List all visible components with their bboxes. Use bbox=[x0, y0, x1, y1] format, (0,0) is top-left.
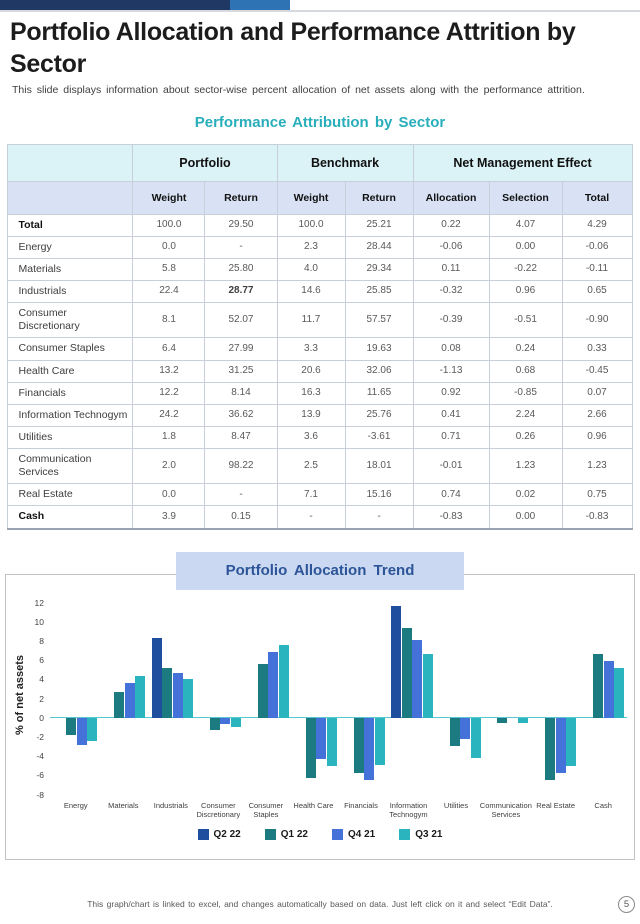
legend-item bbox=[198, 829, 241, 840]
cell-value: -0.39 bbox=[413, 303, 489, 338]
bar-group bbox=[100, 603, 148, 796]
bar-group bbox=[244, 603, 292, 796]
table-group-header-row bbox=[8, 144, 632, 181]
top-divider-rule bbox=[0, 10, 640, 12]
y-axis-label: % of net assets bbox=[14, 654, 26, 735]
chart-title-box bbox=[176, 552, 464, 590]
cell-value: 0.71 bbox=[413, 426, 489, 448]
bar-q3-21 bbox=[327, 718, 337, 766]
bar-q1-22 bbox=[210, 718, 220, 730]
cell-value: 8.47 bbox=[205, 426, 277, 448]
row-label: Financials bbox=[8, 382, 133, 404]
chart-legend bbox=[6, 829, 634, 840]
x-axis-category-label: Financials bbox=[344, 800, 378, 810]
table-sub-header-row bbox=[8, 181, 632, 214]
cell-value: -3.61 bbox=[345, 426, 413, 448]
cell-value: 2.24 bbox=[489, 404, 562, 426]
legend-swatch-icon bbox=[332, 829, 343, 840]
chart-plot bbox=[34, 597, 627, 800]
row-label: Energy bbox=[8, 236, 133, 258]
bar-group bbox=[148, 603, 196, 796]
cell-value: 25.21 bbox=[345, 214, 413, 236]
cell-value: - bbox=[345, 506, 413, 529]
cell-value: 28.77 bbox=[205, 281, 277, 303]
bar-group bbox=[435, 603, 483, 796]
chart-title: Portfolio Allocation Trend bbox=[225, 562, 415, 580]
cell-value: -0.83 bbox=[413, 506, 489, 529]
column-header: Weight bbox=[133, 181, 205, 214]
bar-q3-21 bbox=[279, 645, 289, 718]
x-axis-category-label: Real Estate bbox=[536, 800, 576, 810]
legend-item bbox=[265, 829, 308, 840]
y-axis-tick: -8 bbox=[36, 789, 44, 800]
x-axis-category-label: Communication Services bbox=[479, 800, 532, 820]
y-axis-tick: 0 bbox=[39, 712, 44, 723]
bar-q4-21 bbox=[268, 652, 278, 718]
row-label: Health Care bbox=[8, 360, 133, 382]
cell-value: 29.34 bbox=[345, 258, 413, 280]
cell-value: -0.06 bbox=[562, 236, 632, 258]
cell-value: 2.3 bbox=[277, 236, 345, 258]
cell-value: 0.0 bbox=[133, 236, 205, 258]
row-label: Total bbox=[8, 214, 133, 236]
bar-q3-21 bbox=[375, 718, 385, 765]
bar-q1-22 bbox=[593, 654, 603, 717]
x-axis-category-label: Utilities bbox=[443, 800, 469, 810]
slide-title: Portfolio Allocation and Performance Attrition by Sector bbox=[10, 18, 576, 78]
y-axis-tick: 8 bbox=[39, 635, 44, 646]
row-label: Cash bbox=[8, 506, 133, 529]
cell-value: 0.65 bbox=[562, 281, 632, 303]
x-axis-category-label: Health Care bbox=[293, 800, 334, 810]
row-label: Industrials bbox=[8, 281, 133, 303]
cell-value: 98.22 bbox=[205, 449, 277, 484]
bar-q2-22 bbox=[391, 606, 401, 717]
cell-value: 31.25 bbox=[205, 360, 277, 382]
bar-group bbox=[579, 603, 627, 796]
bar-group bbox=[340, 603, 388, 796]
bar-q1-22 bbox=[450, 718, 460, 746]
x-axis-category-label: Industrials bbox=[153, 800, 188, 810]
bar-q4-21 bbox=[173, 673, 183, 718]
cell-value: 0.08 bbox=[413, 338, 489, 360]
table-row bbox=[8, 506, 632, 529]
bar-q3-21 bbox=[231, 718, 241, 728]
cell-value: 0.22 bbox=[413, 214, 489, 236]
y-axis-tick: -6 bbox=[36, 770, 44, 781]
bar-q4-21 bbox=[364, 718, 374, 780]
table-row bbox=[8, 360, 632, 382]
table-row bbox=[8, 236, 632, 258]
column-header: Selection bbox=[489, 181, 562, 214]
bar-group bbox=[387, 603, 435, 796]
cell-value: 52.07 bbox=[205, 303, 277, 338]
legend-swatch-icon bbox=[399, 829, 410, 840]
cell-value: 57.57 bbox=[345, 303, 413, 338]
cell-value: 4.29 bbox=[562, 214, 632, 236]
cell-value: 0.41 bbox=[413, 404, 489, 426]
bar-group bbox=[292, 603, 340, 796]
bar-q3-21 bbox=[518, 718, 528, 723]
cell-value: 0.74 bbox=[413, 484, 489, 506]
y-axis-tick: 4 bbox=[39, 674, 44, 685]
cell-value: -0.06 bbox=[413, 236, 489, 258]
cell-value: -0.45 bbox=[562, 360, 632, 382]
table-row bbox=[8, 214, 632, 236]
bar-q3-21 bbox=[183, 679, 193, 717]
cell-value: 7.1 bbox=[277, 484, 345, 506]
cell-value: 4.0 bbox=[277, 258, 345, 280]
cell-value: 0.96 bbox=[489, 281, 562, 303]
cell-value: 3.3 bbox=[277, 338, 345, 360]
cell-value: -0.11 bbox=[562, 258, 632, 280]
cell-value: 6.4 bbox=[133, 338, 205, 360]
table-head bbox=[8, 144, 632, 214]
bar-q1-22 bbox=[402, 628, 412, 718]
legend-label: Q4 21 bbox=[348, 829, 376, 841]
cell-value: 29.50 bbox=[205, 214, 277, 236]
row-label: Materials bbox=[8, 258, 133, 280]
cell-value: 100.0 bbox=[277, 214, 345, 236]
cell-value: 5.8 bbox=[133, 258, 205, 280]
cell-value: -0.90 bbox=[562, 303, 632, 338]
y-axis-tick: -4 bbox=[36, 751, 44, 762]
bar-q3-21 bbox=[423, 654, 433, 717]
bar-q2-22 bbox=[152, 638, 162, 718]
cell-value: 100.0 bbox=[133, 214, 205, 236]
cell-value: 8.1 bbox=[133, 303, 205, 338]
y-axis-tick: 10 bbox=[34, 616, 44, 627]
cell-value: - bbox=[205, 484, 277, 506]
cell-value: 0.96 bbox=[562, 426, 632, 448]
cell-value: 27.99 bbox=[205, 338, 277, 360]
group-header: Net Management Effect bbox=[413, 144, 632, 181]
cell-value: 1.8 bbox=[133, 426, 205, 448]
bar-q1-22 bbox=[497, 718, 507, 723]
cell-value: -0.32 bbox=[413, 281, 489, 303]
legend-item bbox=[399, 829, 442, 840]
cell-value: 32.06 bbox=[345, 360, 413, 382]
bar-q3-21 bbox=[471, 718, 481, 758]
cell-value: 18.01 bbox=[345, 449, 413, 484]
bar-q3-21 bbox=[566, 718, 576, 766]
table-row bbox=[8, 449, 632, 484]
cell-value: 8.14 bbox=[205, 382, 277, 404]
row-label: Communication Services bbox=[8, 449, 133, 484]
cell-value: -0.85 bbox=[489, 382, 562, 404]
bar-q1-22 bbox=[306, 718, 316, 778]
cell-value: 16.3 bbox=[277, 382, 345, 404]
cell-value: 0.68 bbox=[489, 360, 562, 382]
cell-value: 0.26 bbox=[489, 426, 562, 448]
cell-value: 25.80 bbox=[205, 258, 277, 280]
column-header: Weight bbox=[277, 181, 345, 214]
cell-value: 36.62 bbox=[205, 404, 277, 426]
cell-value: -0.83 bbox=[562, 506, 632, 529]
bar-q4-21 bbox=[316, 718, 326, 759]
bar-q3-21 bbox=[614, 668, 624, 718]
cell-value: 11.7 bbox=[277, 303, 345, 338]
cell-value: 2.66 bbox=[562, 404, 632, 426]
cell-value: 12.2 bbox=[133, 382, 205, 404]
bar-q1-22 bbox=[162, 668, 172, 718]
cell-value: 28.44 bbox=[345, 236, 413, 258]
cell-value: 20.6 bbox=[277, 360, 345, 382]
x-axis-category-label: Energy bbox=[63, 800, 88, 810]
row-label: Utilities bbox=[8, 426, 133, 448]
cell-value: -0.01 bbox=[413, 449, 489, 484]
cell-value: 13.9 bbox=[277, 404, 345, 426]
cell-value: 1.23 bbox=[562, 449, 632, 484]
footer-note: This graph/chart is linked to excel, and changes automatically based on data. Just left click on it and select “Edit Data”. bbox=[87, 899, 553, 909]
cell-value: 25.76 bbox=[345, 404, 413, 426]
group-header: Portfolio bbox=[133, 144, 277, 181]
bar-q1-22 bbox=[66, 718, 76, 735]
cell-value: 15.16 bbox=[345, 484, 413, 506]
cell-value: 0.75 bbox=[562, 484, 632, 506]
cell-value: 0.92 bbox=[413, 382, 489, 404]
table-row bbox=[8, 338, 632, 360]
cell-value: 2.5 bbox=[277, 449, 345, 484]
x-axis-labels bbox=[52, 801, 627, 821]
cell-value: -0.22 bbox=[489, 258, 562, 280]
cell-value: 0.07 bbox=[562, 382, 632, 404]
chart-area bbox=[6, 597, 634, 841]
x-axis-category-label: Consumer Staples bbox=[248, 800, 284, 820]
bar-q1-22 bbox=[114, 692, 124, 718]
legend-label: Q2 22 bbox=[213, 829, 241, 841]
legend-label: Q3 21 bbox=[415, 829, 443, 841]
bar-q1-22 bbox=[545, 718, 555, 780]
cell-value: 0.15 bbox=[205, 506, 277, 529]
column-header: Allocation bbox=[413, 181, 489, 214]
y-axis-tick: 2 bbox=[39, 693, 44, 704]
cell-value: -1.13 bbox=[413, 360, 489, 382]
group-header: Benchmark bbox=[277, 144, 413, 181]
column-header: Total bbox=[562, 181, 632, 214]
cell-value: - bbox=[205, 236, 277, 258]
x-axis-category-label: Cash bbox=[594, 800, 612, 810]
bar-q1-22 bbox=[354, 718, 364, 774]
top-accent-bar-secondary bbox=[230, 0, 290, 10]
y-axis-tick: 12 bbox=[34, 597, 44, 608]
cell-value: 22.4 bbox=[133, 281, 205, 303]
bar-group bbox=[52, 603, 100, 796]
sector-table-body bbox=[8, 214, 632, 528]
cell-value: 2.0 bbox=[133, 449, 205, 484]
y-axis-tick: -2 bbox=[36, 731, 44, 742]
table-row bbox=[8, 404, 632, 426]
legend-swatch-icon bbox=[265, 829, 276, 840]
bar-group bbox=[196, 603, 244, 796]
bar-q4-21 bbox=[604, 661, 614, 718]
bar-group bbox=[531, 603, 579, 796]
legend-label: Q1 22 bbox=[280, 829, 308, 841]
cell-value: 25.85 bbox=[345, 281, 413, 303]
table-section-title: Performance Attribution by Sector bbox=[194, 113, 446, 131]
bar-q3-21 bbox=[135, 676, 145, 717]
cell-value: 0.11 bbox=[413, 258, 489, 280]
cell-value: 0.24 bbox=[489, 338, 562, 360]
x-axis-category-label: Materials bbox=[108, 800, 139, 810]
cell-value: 0.0 bbox=[133, 484, 205, 506]
legend-swatch-icon bbox=[198, 829, 209, 840]
top-accent-bar bbox=[0, 0, 230, 10]
bar-q1-22 bbox=[258, 664, 268, 718]
bar-q4-21 bbox=[460, 718, 470, 739]
bar-q4-21 bbox=[556, 718, 566, 774]
table-row bbox=[8, 382, 632, 404]
bar-q3-21 bbox=[87, 718, 97, 741]
chart-container bbox=[5, 562, 635, 860]
table-row bbox=[8, 303, 632, 338]
performance-attribution-table bbox=[7, 144, 632, 530]
cell-value: 19.63 bbox=[345, 338, 413, 360]
page-number-badge bbox=[618, 896, 635, 913]
table-row bbox=[8, 484, 632, 506]
cell-value: 1.23 bbox=[489, 449, 562, 484]
cell-value: 14.6 bbox=[277, 281, 345, 303]
cell-value: 3.9 bbox=[133, 506, 205, 529]
bar-q4-21 bbox=[125, 683, 135, 718]
cell-value: -0.51 bbox=[489, 303, 562, 338]
table-row bbox=[8, 281, 632, 303]
cell-value: 13.2 bbox=[133, 360, 205, 382]
y-axis-tick: 6 bbox=[39, 655, 44, 666]
legend-item bbox=[332, 829, 375, 840]
bar-group bbox=[483, 603, 531, 796]
cell-value: 3.6 bbox=[277, 426, 345, 448]
bar-q4-21 bbox=[412, 640, 422, 718]
row-label: Real Estate bbox=[8, 484, 133, 506]
column-header: Return bbox=[205, 181, 277, 214]
row-label: Consumer Staples bbox=[8, 338, 133, 360]
cell-value: 11.65 bbox=[345, 382, 413, 404]
row-label: Information Technogym bbox=[8, 404, 133, 426]
cell-value: 24.2 bbox=[133, 404, 205, 426]
table-row bbox=[8, 426, 632, 448]
cell-value: - bbox=[277, 506, 345, 529]
column-header: Return bbox=[345, 181, 413, 214]
page-number: 5 bbox=[623, 899, 630, 910]
slide-subtitle: This slide displays information about sector-wise percent allocation of net assets along with the performance attrition. bbox=[12, 84, 585, 96]
cell-value: 0.00 bbox=[489, 236, 562, 258]
x-axis-category-label: Information Technogym bbox=[389, 800, 428, 820]
cell-value: 4.07 bbox=[489, 214, 562, 236]
x-axis-category-label: Consumer Discretionary bbox=[196, 800, 241, 820]
bar-q4-21 bbox=[77, 718, 87, 745]
row-label: Consumer Discretionary bbox=[8, 303, 133, 338]
cell-value: 0.00 bbox=[489, 506, 562, 529]
bar-q4-21 bbox=[220, 718, 230, 725]
table-row bbox=[8, 258, 632, 280]
cell-value: 0.33 bbox=[562, 338, 632, 360]
cell-value: 0.02 bbox=[489, 484, 562, 506]
